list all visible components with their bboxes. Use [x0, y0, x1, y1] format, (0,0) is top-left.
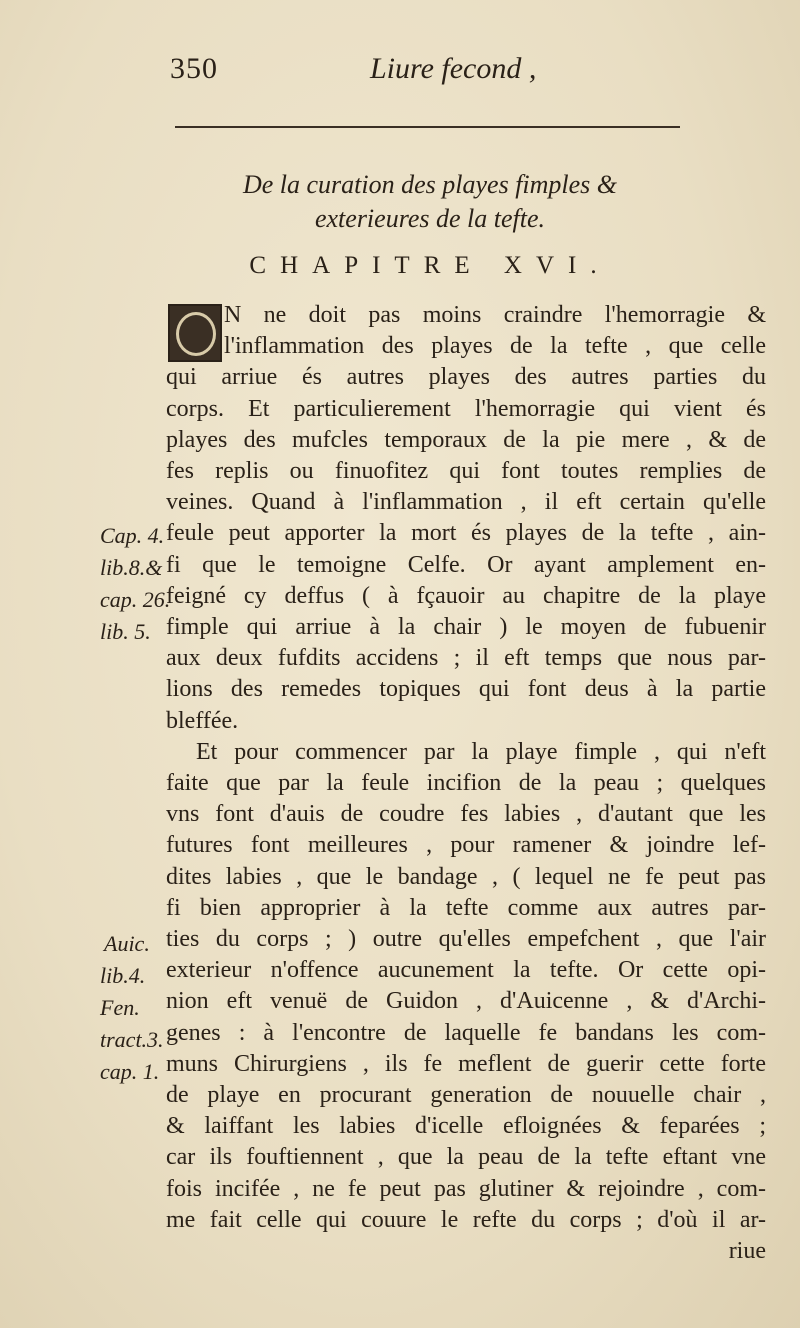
text-line: faite que par la feule incifion de la peau ; quelques [166, 770, 766, 797]
section-title [150, 168, 710, 236]
text-line: nion eft venuë de Guidon , d'Auicenne , & d'Archi- [166, 988, 766, 1015]
margin-notes [0, 0, 171, 1328]
text-line: feule peut apporter la mort és playes de la tefte , ain- [166, 520, 766, 547]
paragraph-2 [166, 737, 766, 1267]
text-line: fimple qui arriue à la chair ) le moyen de fubuenir [166, 614, 766, 641]
text-line: corps. Et particulierement l'hemorragie qui vient és [166, 395, 766, 422]
text-line: & laiffant les labies d'icelle efloignées & feparées ; [166, 1113, 766, 1140]
text-line: me fait celle qui couure le refte du corps ; d'où il ar- [166, 1206, 766, 1233]
text-line: playes des mufcles temporaux de la pie mere , & de [166, 426, 766, 453]
text-line: car ils fouftiennent , que la peau de la tefte eftant vne [166, 1144, 766, 1171]
page-header [170, 52, 590, 100]
margin-note: cap. 26. [100, 587, 171, 612]
text-line: muns Chirurgiens , ils fe meflent de guerir cette forte [166, 1050, 766, 1077]
text-line: ties du corps ; ) outre qu'elles empefchent , que l'air [166, 926, 766, 953]
chapter-heading: CHAPITRE XVI. [249, 252, 611, 279]
text-line: l'inflammation des playes de la tefte , que celle [224, 333, 766, 360]
header-rule [175, 126, 680, 128]
text-line: qui arriue és autres playes des autres parties du [166, 364, 766, 391]
margin-note: cap. 1. [100, 1059, 160, 1084]
catchword: riue [728, 1238, 766, 1265]
text-line: fes replis ou finuofitez qui font toutes remplies de [166, 458, 766, 485]
margin-note: lib. 5. [100, 619, 151, 644]
text-line: aux deux fufdits accidens ; il eft temps que nous par- [166, 645, 766, 672]
text-line: exterieur n'offence aucunement la tefte. Or cette opi- [166, 957, 766, 984]
text-line: dites labies , que le bandage , ( lequel ne fe peut pas [166, 863, 766, 890]
text-line: N ne doit pas moins craindre l'hemorragie & [224, 302, 766, 328]
ornamental-initial-O [168, 304, 222, 362]
text-line: de playe en procurant generation de nouuelle chair , [166, 1082, 766, 1109]
running-head: Liure fecond , [370, 52, 537, 85]
text-line: Et pour commencer par la playe fimple , qui n'eft [196, 738, 766, 765]
text-line: fi bien approprier à la tefte comme aux autres par- [166, 894, 766, 921]
page-number: 350 [170, 52, 218, 85]
text-line: futures font meilleures , pour ramener & joindre lef- [166, 832, 766, 859]
text-line: feigné cy deffus ( à fçauoir au chapitre de la playe [166, 582, 766, 609]
paragraph-1 [166, 300, 766, 737]
text-line: fi que le temoigne Celfe. Or ayant amplement en- [166, 551, 766, 578]
text-line: fois incifée , ne fe peut pas glutiner & rejoindre , com- [166, 1175, 766, 1202]
text-line: vns font d'auis de coudre fes labies , d'autant que les [166, 801, 766, 828]
margin-note: lib.8.& [100, 555, 163, 580]
section-title-line-2: exterieures de la tefte. [314, 204, 546, 233]
section-title-line-1: De la curation des playes fimples & [242, 170, 618, 199]
text-line: genes : à l'encontre de laquelle fe bandans les com- [166, 1019, 766, 1046]
text-line: bleffée. [166, 707, 239, 734]
margin-note: Cap. 4. [100, 523, 165, 548]
margin-note: tract.3. [100, 1027, 164, 1052]
margin-note: Auic. [104, 931, 150, 956]
margin-note: lib.4. [100, 963, 146, 988]
text-line: veines. Quand à l'inflammation , il eft certain qu'elle [166, 489, 766, 516]
body-text [166, 300, 766, 1267]
margin-note: Fen. [100, 995, 140, 1020]
text-line: lions des remedes topiques qui font deus à la partie [166, 676, 766, 703]
